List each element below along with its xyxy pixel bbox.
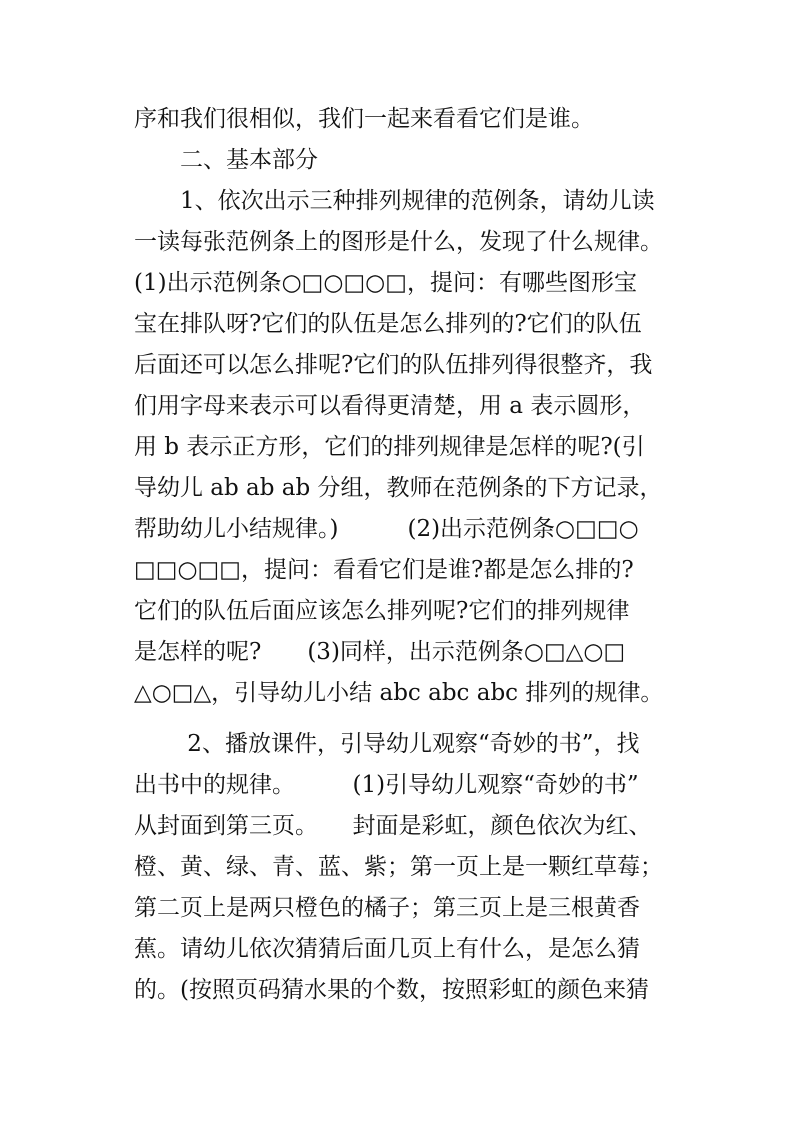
text-line: 从封面到第三页。 封面是彩虹，颜色依次为红、 bbox=[134, 813, 652, 839]
text-line: 序和我们很相似，我们一起来看看它们是谁。 bbox=[134, 106, 594, 132]
text-line: 它们的队伍后面应该怎么排列呢?它们的排列规律 bbox=[134, 598, 630, 624]
text-line: 们用字母来表示可以看得更清楚，用 a 表示圆形， bbox=[134, 393, 646, 419]
text-line: 2、播放课件，引导幼儿观察“奇妙的书”，找 bbox=[134, 731, 640, 757]
text-line: 用 b 表示正方形，它们的排列规律是怎样的呢?(引 bbox=[134, 434, 645, 460]
text-line: 橙、黄、绿、青、蓝、紫；第一页上是一颗红草莓； bbox=[134, 854, 663, 880]
text-line: 后面还可以怎么排呢?它们的队伍排列得很整齐，我 bbox=[134, 352, 653, 378]
text-line: △○□△，引导幼儿小结 abc abc abc 排列的规律。 bbox=[134, 680, 664, 706]
section-heading: 二、基本部分 bbox=[134, 147, 318, 173]
text-line: 宝在排队呀?它们的队伍是怎么排列的?它们的队伍 bbox=[134, 311, 642, 337]
text-line: 帮助幼儿小结规律。) (2)出示范例条○□□○ bbox=[134, 516, 639, 542]
text-line: 的。(按照页码猜水果的个数，按照彩虹的颜色来猜 bbox=[134, 977, 649, 1003]
text-line: □□○□□，提问：看看它们是谁?都是怎么排的? bbox=[134, 557, 634, 583]
text-line: 出书中的规律。 (1)引导幼儿观察“奇妙的书” bbox=[134, 772, 639, 798]
text-line: 1、依次出示三种排列规律的范例条，请幼儿读 bbox=[134, 188, 655, 214]
text-line: 一读每张范例条上的图形是什么，发现了什么规律。 bbox=[134, 229, 663, 255]
text-line: 蕉。请幼儿依次猜猜后面几页上有什么，是怎么猜 bbox=[134, 936, 640, 962]
text-line: 是怎样的呢? (3)同样，出示范例条○□△○□ bbox=[134, 639, 626, 665]
text-line: (1)出示范例条○□○□○□，提问：有哪些图形宝 bbox=[134, 270, 637, 296]
text-line: 导幼儿 ab ab ab 分组，教师在范例条的下方记录， bbox=[134, 475, 663, 501]
text-line: 第二页上是两只橙色的橘子；第三页上是三根黄香 bbox=[134, 895, 640, 921]
